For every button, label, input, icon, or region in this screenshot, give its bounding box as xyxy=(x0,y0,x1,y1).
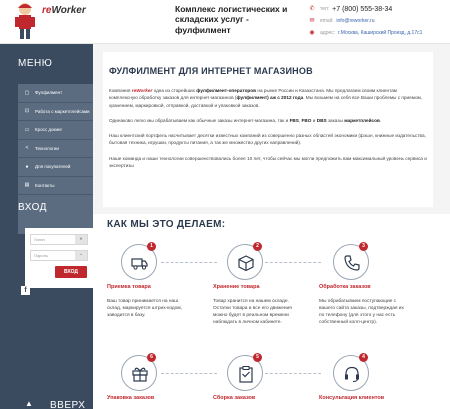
lock-icon: ▪ xyxy=(75,251,87,260)
truck-icon: ▭ xyxy=(24,126,30,133)
intro-paragraph-2: Одинаково легко мы обрабатываем как обычные заказы интернет-магазина, так и FBS, FBO и DBS заказы маркетплейсов. xyxy=(109,117,382,123)
sidebar xyxy=(0,44,93,409)
login-title: ВХОД xyxy=(18,202,47,213)
headset-icon xyxy=(343,365,361,383)
box-icon: ▢ xyxy=(24,89,30,96)
sidebar-item-fulfillment[interactable]: ▢ Фулфилмент xyxy=(18,84,93,103)
step-connector xyxy=(265,262,321,263)
phone-icon: ✆ xyxy=(309,6,315,12)
step-connector xyxy=(161,262,217,263)
contacts-block xyxy=(308,3,448,39)
clipboard-icon xyxy=(237,365,255,383)
step-description: Ваш товар принимается на наш склад, маркируется штрих-кодом, заводится в базу. xyxy=(107,299,183,318)
share-icon: < xyxy=(25,145,29,152)
logo[interactable] xyxy=(2,1,152,41)
user-icon: ● xyxy=(75,235,87,244)
sidebar-item-customers[interactable]: ● Для покупателей xyxy=(18,158,93,177)
step-number: 1 xyxy=(147,242,156,251)
step-description: Товар хранится на нашем складе. Остатки товара и все его движения можно будет в реальном времени наблюдать в личном кабинете. xyxy=(213,299,292,325)
main-content xyxy=(93,44,450,409)
user-icon: ● xyxy=(25,163,29,170)
intro-section xyxy=(93,44,450,214)
address-link[interactable]: г.Москва, Каширский Проезд, д.17с1 xyxy=(338,30,423,36)
truck-icon xyxy=(131,254,149,272)
intro-paragraph-1: Компания reWorker одна из старейших фулфилмент-операторов на рынке России и Казахстана. Мы предлагаем своим клиентам комплексную обработку заказов для интернет-магазинов (фулфилмент) аж с 2012 года. Мы возьмем на себя все Ваши проблемы с приемом, хранением, маркировкой, отправкой, доставкой и упаковкой заказов. xyxy=(109,88,423,108)
address-row[interactable]: ◉ адрес: г.Москва, Каширский Проезд, д.17с1 xyxy=(309,30,423,36)
step-number: 6 xyxy=(147,353,156,362)
menu-title: МЕНЮ xyxy=(18,58,53,69)
step-title: Обработка заказов xyxy=(319,284,371,290)
how-title: КАК МЫ ЭТО ДЕЛАЕМ: xyxy=(107,219,226,230)
sidebar-item-cross-docking[interactable]: ▭ Кросс докинг xyxy=(18,121,93,140)
phone-number[interactable]: +7 (800) 555-38-34 xyxy=(332,5,393,13)
intro-paragraph-3: Наш клиентский портфель насчитывает десятки известных компаний из совершенно разных областей экономики (фэшн, книжные издательства, бытовая техника, игрушки, продукты питания, а так же множество других направлений). xyxy=(109,133,426,146)
mail-icon: ✉ xyxy=(309,18,315,24)
contact-icon: ▤ xyxy=(24,182,30,189)
step-title: Упаковка заказов xyxy=(107,395,155,401)
arrow-up-icon[interactable]: ▲ xyxy=(25,399,33,408)
page-title: ФУЛФИЛМЕНТ ДЛЯ ИНТЕРНЕТ МАГАЗИНОВ xyxy=(109,66,313,76)
password-field[interactable]: Пароль ▪ xyxy=(30,250,88,261)
step-number: 4 xyxy=(359,353,368,362)
login-form xyxy=(25,228,93,288)
facebook-icon[interactable]: f xyxy=(21,286,30,295)
cart-icon: ⊡ xyxy=(24,108,30,115)
step-description: Мы обрабатываем поступающие с вашего сайта заказы, подтверждая их по телефону (для этого у нас есть собственный колл-центр). xyxy=(319,299,404,325)
site-tagline: Комплекс логистических и складских услуг - фулфилмент xyxy=(175,4,288,35)
intro-card xyxy=(103,52,433,207)
email-link[interactable]: info@reworker.ru xyxy=(336,18,375,24)
step-number: 3 xyxy=(359,242,368,251)
worker-mascot-icon xyxy=(10,1,40,41)
logo-text: reWorker xyxy=(42,5,86,16)
step-title: Приемка товара xyxy=(107,284,151,290)
site-header xyxy=(0,0,450,44)
intro-paragraph-4: Наше команда и наши технологии совершенствовались более 10 лет, чтобы сейчас мы могли предложить вам максимальный уровень сервиса и экспертизы xyxy=(109,155,427,168)
step-connector xyxy=(161,373,217,374)
login-button[interactable]: ВХОД xyxy=(55,266,87,278)
step-number: 5 xyxy=(253,353,262,362)
step-title: Консультация клиентов xyxy=(319,395,385,401)
step-number: 2 xyxy=(253,242,262,251)
login-field[interactable]: Логин ● xyxy=(30,234,88,245)
box-icon xyxy=(237,254,255,272)
phone-row[interactable]: ✆ тел: +7 (800) 555-38-34 xyxy=(309,5,393,13)
location-pin-icon: ◉ xyxy=(309,30,315,36)
step-title: Сборка заказов xyxy=(213,395,256,401)
step-connector xyxy=(265,373,321,374)
phone-icon xyxy=(343,254,361,272)
sidebar-item-contacts[interactable]: ▤ Контакты xyxy=(18,177,93,196)
scroll-top-label[interactable]: ВВЕРХ xyxy=(50,400,86,409)
sidebar-item-technologies[interactable]: < Технологии xyxy=(18,140,93,159)
step-title: Хранение товара xyxy=(213,284,260,290)
sidebar-item-marketplaces[interactable]: ⊡ Работа с маркетплейсами xyxy=(18,103,93,122)
email-row[interactable]: ✉ email: info@reworker.ru xyxy=(309,18,375,24)
gift-icon xyxy=(131,365,149,383)
